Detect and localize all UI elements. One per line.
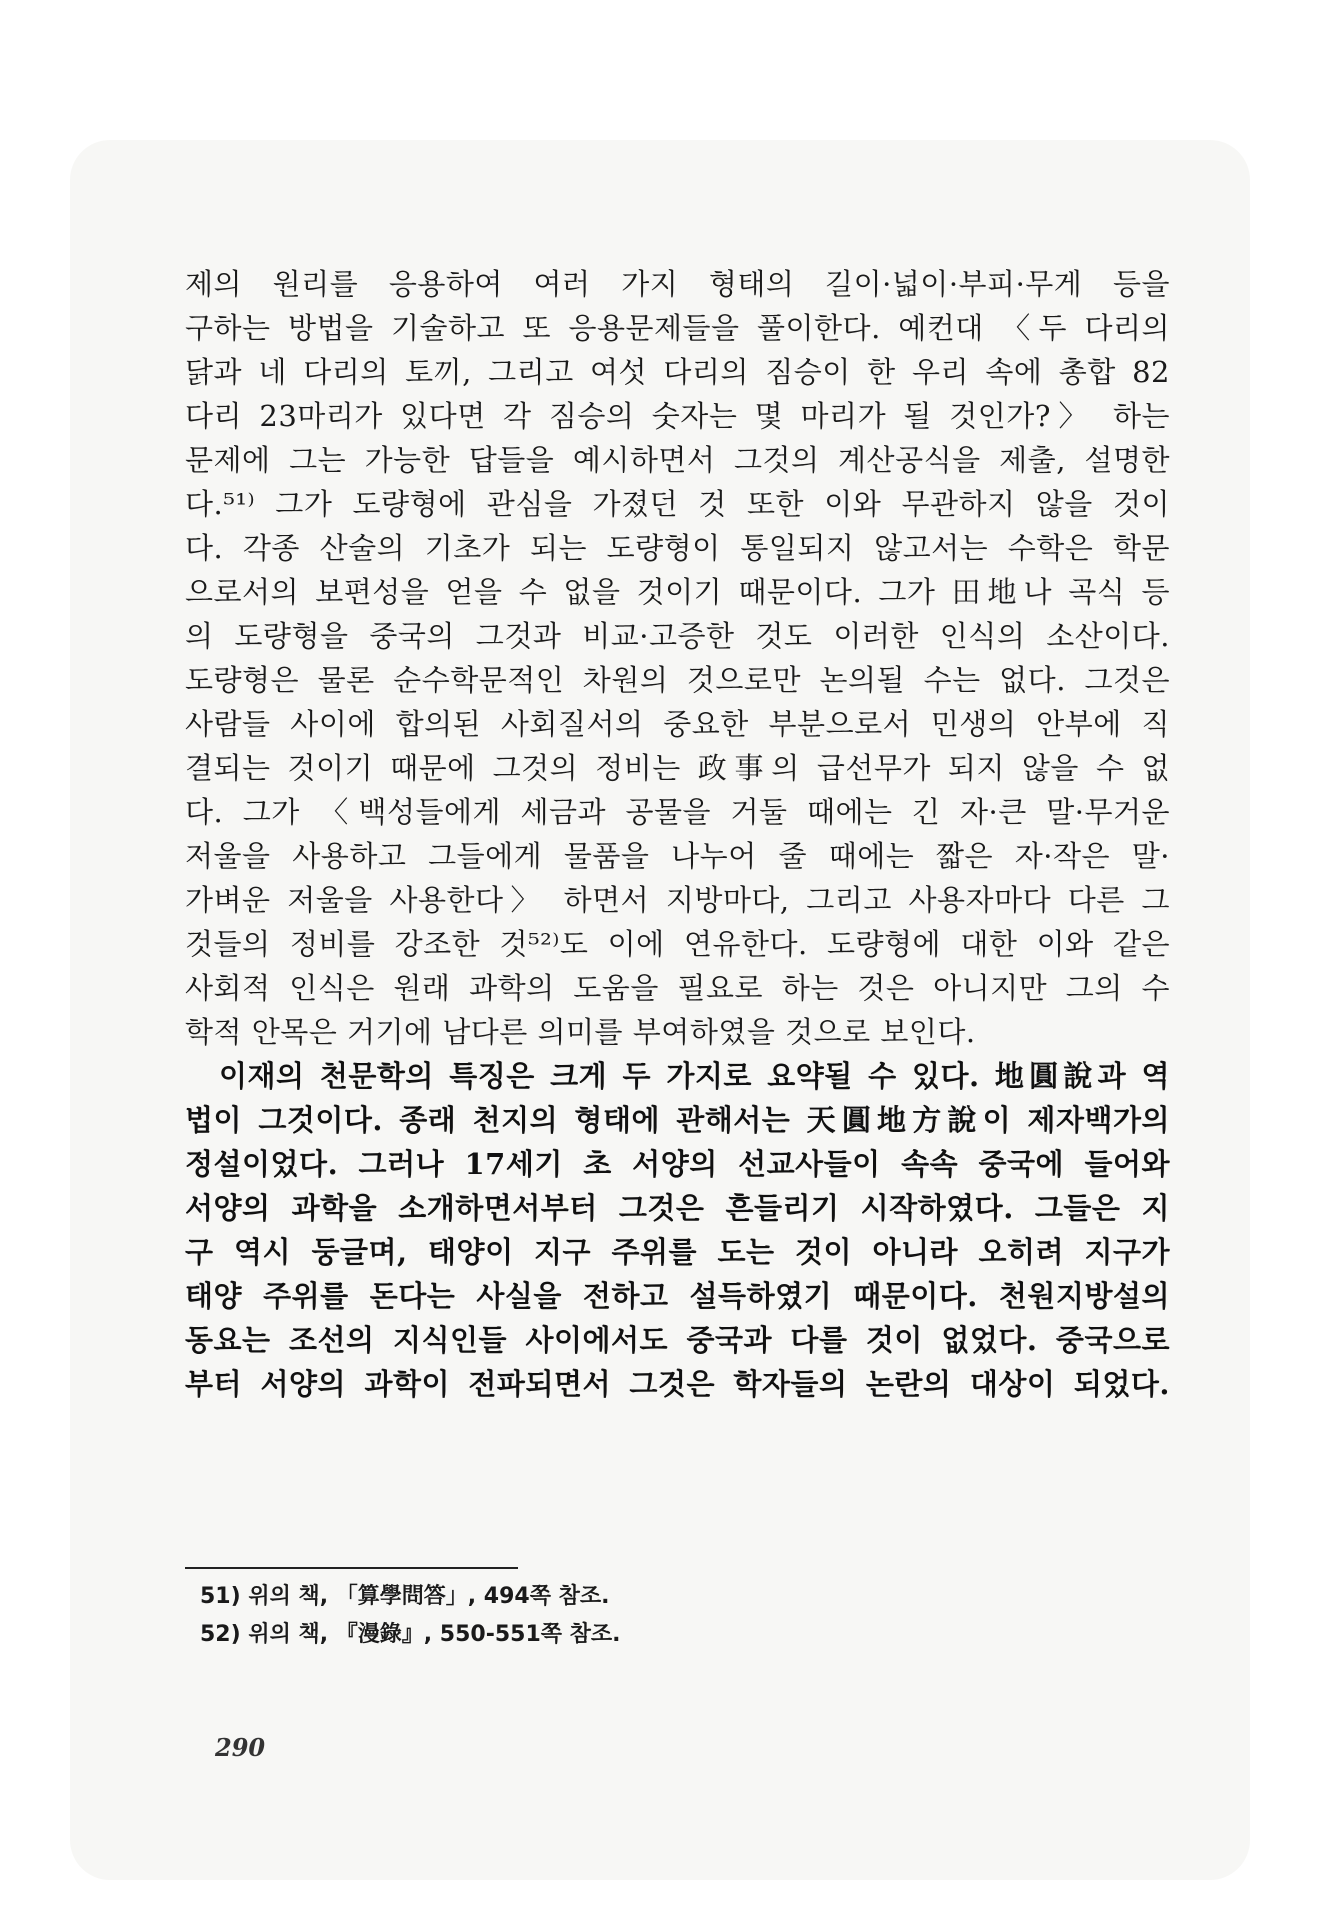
- text-line: 다. 그가 〈백성들에게 세금과 공물을 거둘 때에는 긴 자·큰 말·무거운: [185, 795, 1170, 829]
- paragraph-1: [185, 262, 1170, 1054]
- text-line: 동요는 조선의 지식인들 사이에서도 중국과 다를 것이 없었다. 중국으로: [185, 1323, 1170, 1357]
- text-line: 의 도량형을 중국의 그것과 비교·고증한 것도 이러한 인식의 소산이다.: [185, 619, 1170, 653]
- text-line: 사람들 사이에 합의된 사회질서의 중요한 부분으로서 민생의 안부에 직: [185, 707, 1170, 741]
- footnote-52: 52) 위의 책, 『漫錄』, 550-551쪽 참조.: [200, 1622, 621, 1647]
- text-line: 서양의 과학을 소개하면서부터 그것은 흔들리기 시작하였다. 그들은 지: [185, 1191, 1170, 1225]
- text-line: 다.⁵¹⁾ 그가 도량형에 관심을 가졌던 것 또한 이와 무관하지 않을 것이: [185, 487, 1170, 521]
- text-line: 다리 23마리가 있다면 각 짐승의 숫자는 몇 마리가 될 것인가?〉 하는: [185, 399, 1170, 433]
- text-line: 으로서의 보편성을 얻을 수 없을 것이기 때문이다. 그가 田地나 곡식 등: [185, 575, 1170, 609]
- page-number: 290: [215, 1733, 266, 1762]
- text-line: 이재의 천문학의 특징은 크게 두 가지로 요약될 수 있다. 地圓說과 역: [219, 1059, 1170, 1093]
- text-line: 정설이었다. 그러나 17세기 초 서양의 선교사들이 속속 중국에 들어와: [185, 1147, 1170, 1181]
- footnotes: [200, 1578, 800, 1654]
- text-line: 문제에 그는 가능한 답들을 예시하면서 그것의 계산공식을 제출, 설명한: [185, 443, 1170, 477]
- text-line: 구 역시 둥글며, 태양이 지구 주위를 도는 것이 아니라 오히려 지구가: [185, 1235, 1170, 1269]
- text-line: 구하는 방법을 기술하고 또 응용문제들을 풀이한다. 예컨대 〈두 다리의: [185, 311, 1170, 345]
- footnote-51: 51) 위의 책, 「算學問答」, 494쪽 참조.: [200, 1584, 610, 1609]
- text-line: 법이 그것이다. 종래 천지의 형태에 관해서는 天圓地方說이 제자백가의: [185, 1103, 1170, 1137]
- body-text: [185, 262, 1170, 1406]
- paragraph-2: [185, 1054, 1170, 1406]
- text-line: 닭과 네 다리의 토끼, 그리고 여섯 다리의 짐승이 한 우리 속에 총합 82: [185, 355, 1170, 389]
- text-line: 결되는 것이기 때문에 그것의 정비는 政事의 급선무가 되지 않을 수 없: [185, 751, 1170, 785]
- text-line: 학적 안목은 거기에 남다른 의미를 부여하였을 것으로 보인다.: [185, 1015, 976, 1049]
- text-line: 제의 원리를 응용하여 여러 가지 형태의 길이·넓이·부피·무게 등을: [185, 267, 1170, 301]
- text-line: 사회적 인식은 원래 과학의 도움을 필요로 하는 것은 아니지만 그의 수: [185, 971, 1170, 1005]
- text-line: 도량형은 물론 순수학문적인 차원의 것으로만 논의될 수는 없다. 그것은: [185, 663, 1170, 697]
- footnote-divider: [185, 1567, 518, 1569]
- text-line: 태양 주위를 돈다는 사실을 전하고 설득하였기 때문이다. 천원지방설의: [185, 1279, 1170, 1313]
- text-line: 저울을 사용하고 그들에게 물품을 나누어 줄 때에는 짧은 자·작은 말·: [185, 839, 1170, 873]
- text-line: 부터 서양의 과학이 전파되면서 그것은 학자들의 논란의 대상이 되었다.: [185, 1367, 1170, 1401]
- text-line: 다. 각종 산술의 기초가 되는 도량형이 통일되지 않고서는 수학은 학문: [185, 531, 1170, 565]
- text-line: 가벼운 저울을 사용한다〉 하면서 지방마다, 그리고 사용자마다 다른 그: [185, 883, 1170, 917]
- text-line: 것들의 정비를 강조한 것⁵²⁾도 이에 연유한다. 도량형에 대한 이와 같은: [185, 927, 1170, 961]
